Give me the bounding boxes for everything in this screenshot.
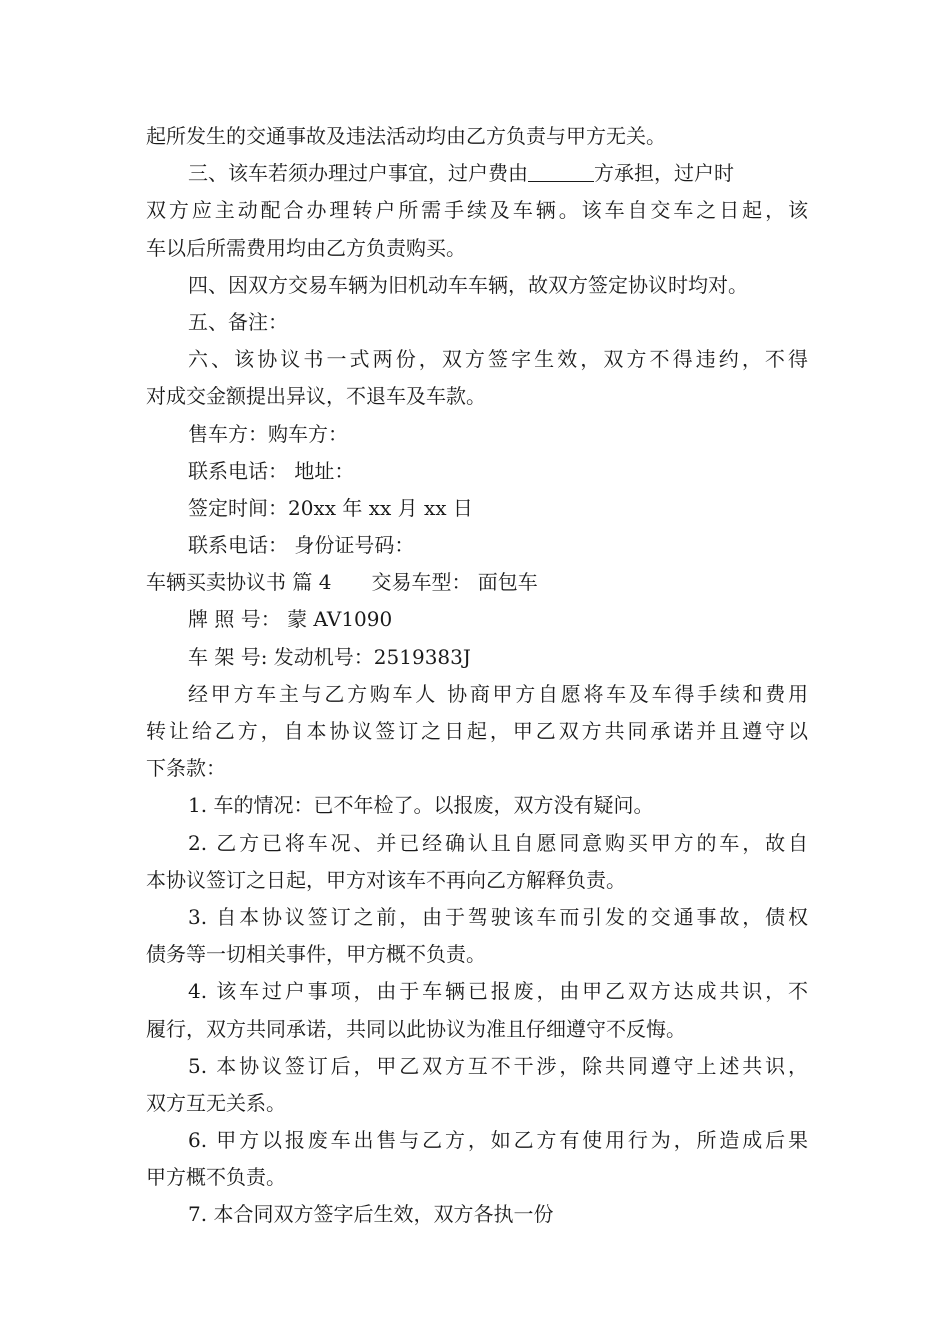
term-5-line: 5. 本协议签订后，甲乙双方互不干涉，除共同遵守上述共识， [188, 1053, 808, 1078]
frame-engine-line: 车 架 号: 发动机号：2519383J [188, 644, 471, 669]
clause-5-line: 五、备注： [188, 309, 288, 334]
text-line: 双方互无关系。 [146, 1090, 286, 1115]
term-2-line: 2. 乙方已将车况、并已经确认且自愿同意购买甲方的车，故自 [188, 830, 808, 855]
document-page [146, 118, 808, 1234]
clause-3-line [146, 155, 808, 192]
section-heading-line [146, 564, 808, 601]
plate-number-line: 牌 照 号： 蒙 AV1090 [188, 607, 393, 632]
section-title: 车辆买卖协议书 篇 4 [146, 570, 332, 595]
term-1-line: 1. 车的情况：已不年检了。以报废，双方没有疑问。 [188, 793, 654, 818]
phone-address-line: 联系电话： 地址： [188, 458, 355, 483]
sign-date-line: 签定时间：20xx 年 xx 月 xx 日 [188, 495, 473, 520]
text-line: 对成交金额提出异议，不退车及车款。 [146, 384, 486, 409]
vehicle-type: 交易车型： 面包车 [371, 570, 538, 595]
term-4-line: 4. 该车过户事项，由于车辆已报废，由甲乙双方达成共识，不 [188, 979, 808, 1004]
text-line: 经甲方车主与乙方购车人 协商甲方自愿将车及车得手续和费用 [188, 681, 808, 706]
term-3-line: 3. 自本协议签订之前，由于驾驶该车而引发的交通事故，债权 [188, 904, 808, 929]
text-line: 车以后所需费用均由乙方负责购买。 [146, 235, 466, 260]
text-line: 双方应主动配合办理转户所需手续及车辆。该车自交车之日起，该 [146, 198, 808, 223]
text-segment: 方承担，过户时 [594, 161, 734, 186]
text-line: 履行，双方共同承诺，共同以此协议为准且仔细遵守不反悔。 [146, 1016, 686, 1041]
phone-id-line: 联系电话： 身份证号码： [188, 533, 415, 558]
clause-4-line: 四、因双方交易车辆为旧机动车车辆，故双方签定协议时均对。 [188, 272, 748, 297]
term-6-line: 6. 甲方以报废车出售与乙方，如乙方有使用行为，所造成后果 [188, 1128, 808, 1153]
text-line: 债务等一切相关事件，甲方概不负责。 [146, 942, 486, 967]
text-segment: 三、该车若须办理过户事宜，过户费由 [188, 161, 528, 186]
fill-in-blank [528, 159, 594, 182]
term-7-line: 7. 本合同双方签字后生效，双方各执一份 [188, 1202, 554, 1227]
text-line: 甲方概不负责。 [146, 1165, 286, 1190]
text-line: 下条款： [146, 756, 226, 781]
text-line: 起所发生的交通事故及违法活动均由乙方负责与甲方无关。 [146, 124, 666, 148]
text-line: 本协议签订之日起，甲方对该车不再向乙方解释负责。 [146, 867, 626, 892]
text-line: 转让给乙方，自本协议签订之日起，甲乙双方共同承诺并且遵守以 [146, 719, 808, 743]
seller-buyer-line: 售车方：购车方： [188, 421, 348, 446]
clause-6-line: 六、该协议书一式两份，双方签字生效，双方不得违约，不得 [188, 347, 808, 372]
